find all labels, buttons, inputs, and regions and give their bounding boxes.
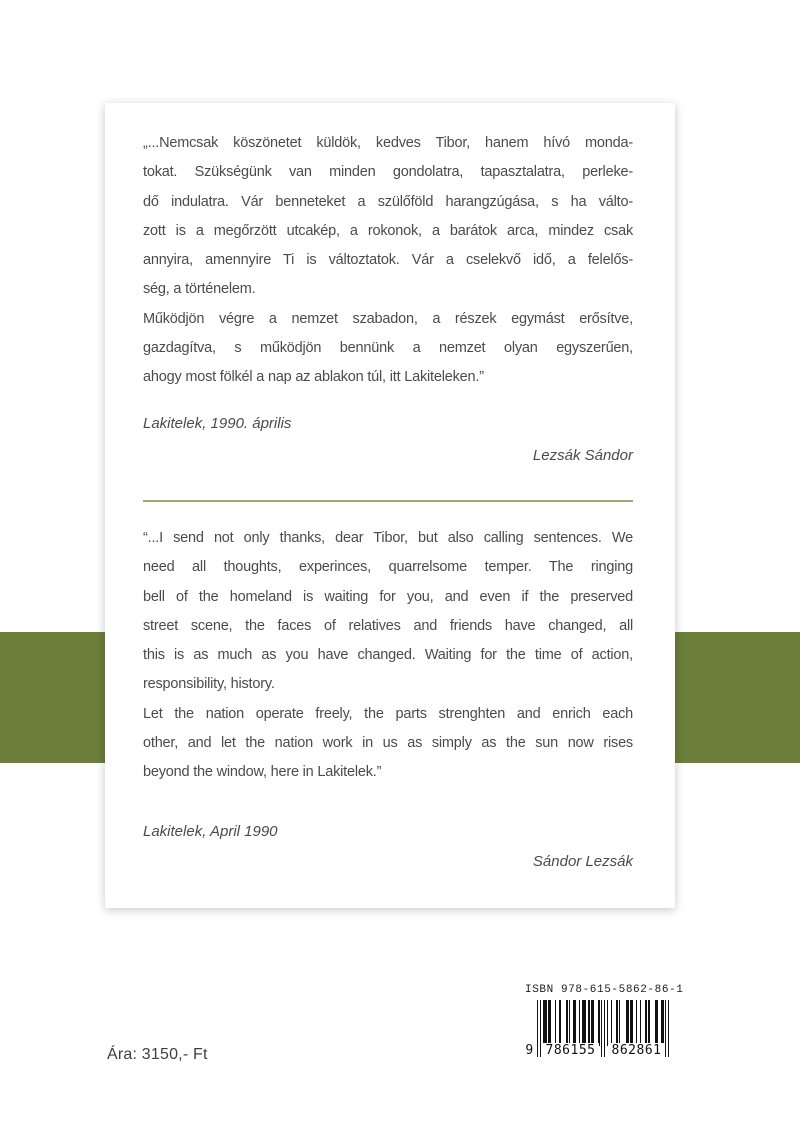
text-line: this is as much as you have changed. Waiting for the time of action, (143, 647, 633, 664)
text-line: “...I send not only thanks, dear Tibor, but also calling sentences. We (143, 530, 633, 546)
price-label: Ára: 3150,- Ft (107, 1046, 208, 1063)
text-line: ahogy most fölkél a nap az ablakon túl, itt Lakiteleken.” (143, 369, 484, 386)
english-quote (143, 524, 633, 788)
hungarian-date: Lakitelek, 1990. április (143, 415, 292, 432)
text-line: beyond the window, here in Lakitelek.” (143, 764, 382, 781)
barcode-digit-right-group: 862861 (608, 1043, 665, 1058)
text-line: responsibility, history. (143, 676, 275, 693)
barcode-bars (525, 1000, 670, 1058)
text-line: „...Nemcsak köszönetet küldök, kedves Tibor, hanem hívó monda- (143, 135, 633, 151)
text-line: gazdagítva, s működjön bennünk a nemzet olyan egyszerűen, (143, 340, 633, 357)
text-line: need all thoughts, experinces, quarrelsome temper. The ringing (143, 559, 633, 576)
quote-card (105, 103, 675, 908)
isbn-text: ISBN 978-615-5862-86-1 (525, 984, 684, 996)
text-line: Működjön végre a nemzet szabadon, a részek egymást erősítve, (143, 310, 633, 327)
text-line: other, and let the nation work in us as simply as the sun now rises (143, 735, 633, 752)
text-line: zott is a megőrzött utcakép, a rokonok, a barátok arca, mindez csak (143, 222, 633, 239)
text-line: street scene, the faces of relatives and friends have changed, all (143, 617, 633, 634)
hungarian-signature: Lezsák Sándor (532, 447, 633, 464)
hungarian-quote (143, 129, 633, 393)
text-line: ség, a történelem. (143, 281, 256, 298)
text-line: tokat. Szükségünk van minden gondolatra, tapasztalatra, perleke- (143, 164, 633, 181)
text-line: Let the nation operate freely, the parts strenghten and enrich each (143, 705, 633, 722)
barcode (525, 984, 684, 1058)
divider (143, 500, 633, 502)
text-line: dő indulatra. Vár benneteket a szülőföld harangzúgása, s ha válto- (143, 193, 633, 210)
english-signature: Sándor Lezsák (532, 853, 633, 870)
barcode-module (668, 1000, 669, 1057)
english-date: Lakitelek, April 1990 (143, 823, 278, 840)
text-line: bell of the homeland is waiting for you, and even if the preserved (143, 588, 633, 605)
barcode-digit-left-group: 786155 (542, 1043, 599, 1058)
barcode-digit-lead: 9 (525, 1043, 534, 1058)
text-line: annyira, amennyire Ti is változtatok. Vár a cselekvő idő, a felelős- (143, 252, 633, 269)
